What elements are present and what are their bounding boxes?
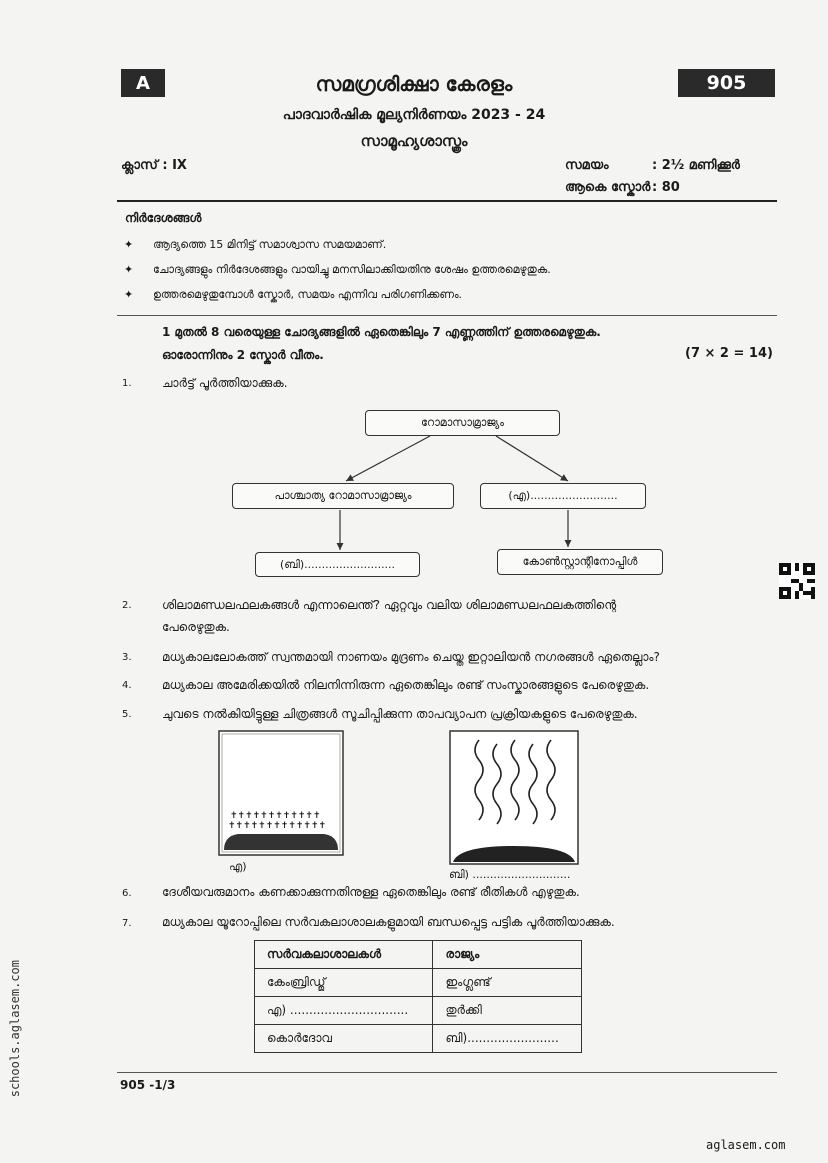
table-row (255, 997, 582, 1025)
table-cell: തുർക്കി (433, 997, 582, 1025)
question-text: മധ്യകാല യൂറോപ്പിലെ സർവകലാശാലകളുമായി ബന്ധപ്പെട്ട പട്ടിക പൂർത്തിയാക്കുക. (162, 915, 615, 929)
question-number: 4. (122, 680, 132, 691)
side-watermark: schools.aglasem.com (8, 960, 22, 1098)
site-watermark: aglasem.com (706, 1138, 786, 1152)
question-text-cont: പേരെഴുതുക. (162, 620, 230, 634)
chart-left-child-label: (ബി).......................... (279, 557, 396, 571)
chart-root-label: റോമാസാമ്രാജ്യം (421, 416, 504, 429)
table-header-cell: സർവകലാശാലകൾ (255, 941, 433, 969)
table-cell: കൊർദോവ (255, 1025, 433, 1053)
bullet-icon: ✦ (124, 263, 134, 276)
question-number: 1. (122, 378, 132, 389)
question-number: 2. (122, 600, 132, 611)
subject-title: സാമൂഹ്യശാസ്ത്രം (360, 132, 468, 150)
section-score-note: ഓരോന്നിനും 2 സ്കോർ വീതം. (162, 348, 324, 362)
chart-right-child-box (497, 549, 663, 575)
table-cell: ബി)........................ (433, 1025, 582, 1053)
bullet-icon: ✦ (124, 288, 134, 301)
set-badge: A (121, 69, 165, 97)
table-row (255, 1025, 582, 1053)
instruction-item: ഉത്തരമെഴുതുമ്പോൾ സ്കോർ, സമയം എന്നിവ പരിഗണിക്കണം. (153, 288, 463, 301)
figure-b-caption: ബി) ............................ (449, 868, 571, 881)
chart-left-child-box (255, 552, 420, 577)
score-label: ആകെ സ്കോർ (565, 180, 651, 195)
instructions-heading: നിർദേശങ്ങൾ (125, 211, 202, 225)
section-marks: (7 × 2 = 14) (685, 346, 773, 361)
conduction-figure (218, 730, 344, 856)
table-row (255, 969, 582, 997)
question-number: 7. (122, 918, 132, 929)
page-number: 905 -1/3 (120, 1078, 176, 1092)
qr-code-icon (779, 562, 815, 600)
radiation-figure (449, 730, 579, 865)
table-cell: ഇംഗ്ലണ്ട് (433, 969, 582, 997)
chart-right-child-label: കോൺസ്റ്റാന്റിനോപ്പിൾ (522, 555, 638, 568)
question-number: 5. (122, 709, 132, 720)
question-text: മധ്യകാല അമേരിക്കയിൽ നിലനിന്നിരുന്ന ഏതെങ്കിലും രണ്ട് സംസ്കാരങ്ങളുടെ പേരെഴുതുക. (162, 678, 650, 692)
section-instruction: 1 മുതൽ 8 വരെയുള്ള ചോദ്യങ്ങളിൽ ഏതെങ്കിലും 7 എണ്ണത്തിന് ഉത്തരമെഴുതുക. (162, 325, 601, 339)
question-number: 6. (122, 888, 132, 899)
table-cell: എ) ............................... (255, 997, 433, 1025)
figure-a-caption: എ) (229, 860, 247, 873)
chart-left-box (232, 483, 454, 509)
class-label: ക്ലാസ് : IX (121, 158, 187, 173)
time-value: : 2½ മണിക്കൂർ (652, 158, 740, 173)
org-title: സമഗ്രശിക്ഷാ കേരളം (315, 72, 513, 96)
question-text: ശിലാമണ്ഡലഫലകങ്ങൾ എന്നാലെന്ത്? ഏറ്റവും വലിയ ശിലാമണ്ഡലഫലകത്തിന്റെ (162, 598, 617, 612)
bullet-icon: ✦ (124, 238, 134, 251)
chart-left-label: പാശ്ചാത്യ റോമാസാമ്രാജ്യം (274, 489, 412, 502)
university-table (254, 940, 582, 1053)
question-text: ദേശീയവരുമാനം കണക്കാക്കുന്നതിനുള്ള ഏതെങ്കിലും രണ്ട് രീതികൾ എഴുതുക. (162, 885, 580, 899)
footer-divider (117, 1072, 777, 1073)
table-cell: കേംബ്രിഡ്ജ് (255, 969, 433, 997)
question-text: മധ്യകാലലോകത്ത് സ്വന്തമായി നാണയം മുദ്രണം ചെയ്ത ഇറ്റാലിയൻ നഗരങ്ങൾ ഏതെല്ലാം? (162, 650, 660, 664)
paper-code-badge: 905 (678, 69, 775, 97)
chart-right-label: (എ)......................... (508, 489, 618, 502)
chart-right-box (480, 483, 646, 509)
table-header-row (255, 941, 582, 969)
question-number: 3. (122, 652, 132, 663)
exam-title: പാദവാർഷിക മൂല്യനിർണയം 2023 - 24 (282, 107, 546, 123)
time-label: സമയം (565, 158, 609, 173)
question-text: ചുവടെ നൽകിയിട്ടുള്ള ചിത്രങ്ങൾ സൂചിപ്പിക്കുന്ന താപവ്യാപന പ്രക്രിയകളുടെ പേരെഴുതുക. (162, 707, 638, 721)
question-text: ചാർട്ട് പൂർത്തിയാക്കുക. (162, 376, 288, 390)
svg-text:✝✝✝✝✝✝✝✝✝✝✝✝: ✝✝✝✝✝✝✝✝✝✝✝✝ (230, 811, 321, 821)
score-value: : 80 (652, 180, 680, 195)
instruction-item: ചോദ്യങ്ങളും നിർദേശങ്ങളും വായിച്ചു മനസിലാക്കിയതിനു ശേഷം ഉത്തരമെഴുതുക. (153, 263, 551, 276)
table-header-cell: രാജ്യം (433, 941, 582, 969)
chart-root-box (365, 410, 560, 436)
svg-text:✝✝✝✝✝✝✝✝✝✝✝✝✝: ✝✝✝✝✝✝✝✝✝✝✝✝✝ (228, 821, 327, 831)
instruction-item: ആദ്യത്തെ 15 മിനിട്ട് സമാശ്വാസ സമയമാണ്. (153, 238, 387, 251)
